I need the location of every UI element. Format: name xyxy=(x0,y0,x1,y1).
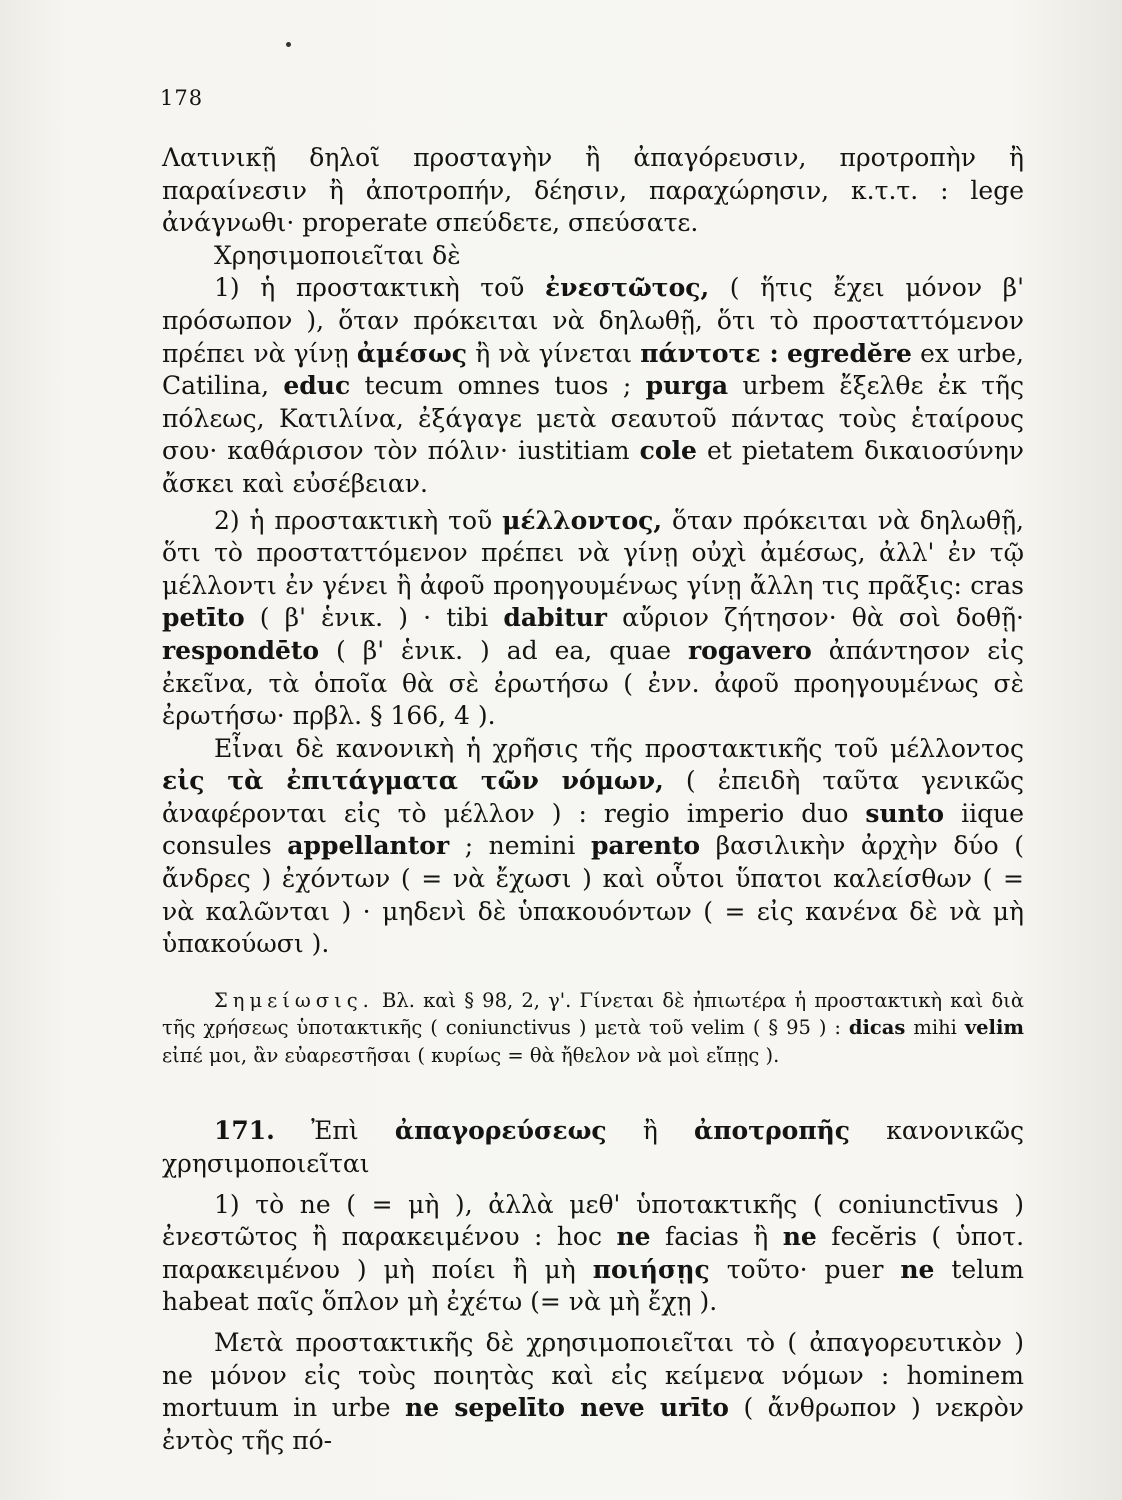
ink-dot xyxy=(286,42,291,47)
bold-term: ἀποτροπῆς xyxy=(694,1116,851,1146)
text-run: 1) ἡ προστακτικὴ τοῦ xyxy=(214,273,545,303)
bold-term: εἰς τὰ ἐπιτάγματα τῶν νόμων, xyxy=(162,766,664,796)
section-171-heading xyxy=(162,1115,1024,1180)
text-run: urbem ἔξελθε ἐκ τῆς πόλεως, Κατιλίνα, ἐξάγαγε μετὰ σεαυτοῦ πάντας τοὺς ἑταίρους σου· καθάρισον τὸν πόλιν· iustitiam xyxy=(162,371,1024,466)
text-run: 1) τὸ ne ( = μὴ ), ἀλλὰ μεθ' ὑποτακτικῆς ( coniunctīvus ) ἐνεστῶτος ἢ παρακειμένου : hoc xyxy=(162,1189,1024,1252)
bold-term: ne xyxy=(616,1222,651,1252)
text-run: fecĕris ( ὑποτ. παρακειμένου ) μὴ ποίει ἢ μὴ xyxy=(162,1222,1025,1284)
text-run: telum habeat παῖς ὅπλον μὴ ἐχέτω (= νὰ μὴ ἔχῃ ). xyxy=(162,1254,1024,1317)
bold-term: rogavero xyxy=(687,635,812,665)
note-label: Σημείωσις. xyxy=(214,988,374,1012)
text-run: βασιλικὴν ἀρχὴν δύο ( ἄνδρες ) ἐχόντων ( = νὰ ἔχωσι ) καὶ οὗτοι ὕπατοι καλείσθων ( = νὰ καλῶνται ) · μηδενὶ δὲ ὑπακουόντων ( = εἰς κανένα δὲ νὰ μὴ ὑπακούωσι ). xyxy=(162,831,1024,959)
paragraph-present-imperative xyxy=(162,272,1024,500)
text-run: et pietatem δικαιοσύνην ἄσκει καὶ εὐσέβειαν. xyxy=(162,436,1024,498)
bold-term: parento xyxy=(590,831,701,861)
text-run: τοῦτο· puer xyxy=(709,1254,901,1284)
bold-term: ἐνεστῶτος, xyxy=(544,273,710,303)
text-run: ex urbe, Catilina, xyxy=(162,338,1024,401)
paragraph-laws-usage xyxy=(162,733,1024,961)
text-run: mihi xyxy=(905,1016,965,1040)
text-run: Μετὰ προστακτικῆς δὲ χρησιμοποιεῖται τὸ ( ἀπαγορευτικὸν ) ne μόνον εἰς τοὺς ποιητὰς καὶ εἰς κείμενα νόμων : hominem mortuum in urbe xyxy=(162,1327,1024,1423)
text-run: Εἶναι δὲ κανονικὴ ἡ χρῆσις τῆς προστακτικῆς τοῦ μέλλοντος xyxy=(214,733,1024,763)
text-run: ; nemini xyxy=(449,831,591,861)
text-run: ἢ νὰ γίνεται xyxy=(467,338,641,368)
text-run: εἰπέ μοι, ἂν εὐαρεστῆσαι ( κυρίως = θὰ ἤθελον νὰ μοὶ εἴπῃς ). xyxy=(162,1043,780,1067)
bold-term: πάντοτε : xyxy=(640,338,779,368)
bold-term: ne sepelīto neve urīto xyxy=(405,1393,729,1423)
paragraph-future-imperative xyxy=(162,505,1024,733)
text-run: tecum omnes tuos ; xyxy=(350,371,646,401)
text-run: ( ἥτις ἔχει μόνον β' πρόσωπον ), ὅταν πρόκειται νὰ δηλωθῇ, ὅτι τὸ προσταττόμενον πρέπει νὰ γίνῃ xyxy=(162,273,1024,368)
bold-term: ne xyxy=(782,1222,817,1252)
bold-term: ἀπαγορεύσεως xyxy=(394,1116,607,1146)
text-run: ( ἐπειδὴ ταῦτα γενικῶς ἀναφέρονται εἰς τὸ μέλλον ) : regio imperio duo xyxy=(162,766,1024,828)
text-run: ( β' ἑνικ. ) ad ea, quae xyxy=(319,635,688,665)
text-run: ἢ xyxy=(606,1116,694,1146)
text-run: 2) ἡ προστακτικὴ τοῦ xyxy=(214,505,503,535)
bold-term: cole xyxy=(639,436,697,466)
page-body xyxy=(162,142,1024,1457)
paragraph-ne-subjunctive xyxy=(162,1189,1024,1319)
bold-term: ἀμέσως xyxy=(356,338,468,368)
bold-term: purga xyxy=(645,371,729,401)
bold-term: ποιήσῃς xyxy=(592,1254,710,1284)
text-run xyxy=(779,339,787,368)
section-number: 171. xyxy=(214,1116,275,1146)
text-run: ( β' ἑνικ. ) · tibi xyxy=(244,603,504,633)
bold-term: velim xyxy=(964,1016,1024,1040)
bold-term: appellantor xyxy=(287,831,450,861)
page-number: 178 xyxy=(160,86,204,110)
text-run: ἀπάντησον εἰς ἐκεῖνα, τὰ ὁποῖα θὰ σὲ ἐρωτήσω ( ἐνν. ἀφοῦ προηγουμένως σὲ ἐρωτήσω· πρβλ. § 166, 4 ). xyxy=(162,635,1024,731)
text-run: facias ἢ xyxy=(650,1222,783,1252)
text-run: αὔριον ζήτησον· θὰ σοὶ δοθῇ· xyxy=(606,603,1024,633)
text-run: ( ἄνθρωπον ) νεκρὸν ἐντὸς τῆς πό- xyxy=(162,1393,1024,1455)
bold-term: egredĕre xyxy=(786,338,912,368)
bold-term: dicas xyxy=(848,1016,906,1040)
text-run: Βλ. καὶ § 98, 2, γ'. Γίνεται δὲ ἠπιωτέρα ἡ προστακτικὴ καὶ διὰ τῆς χρήσεως ὑποτακτικῆς ( coniunctivus ) μετὰ τοῦ velim ( § 95 ) : xyxy=(162,988,1024,1040)
bold-term: petīto xyxy=(162,603,245,633)
bold-term: educ xyxy=(283,371,351,401)
note-paragraph xyxy=(162,987,1024,1070)
text-run: ὅταν πρόκειται νὰ δηλωθῇ, ὅτι τὸ προσταττόμενον πρέπει νὰ γίνῃ οὐχὶ ἀμέσως, ἀλλ' ἐν τῷ μέλλοντι ἐν γένει ἢ ἀφοῦ προηγουμένως γίνῃ ἄλλη τις πρᾶξις: cras xyxy=(162,505,1024,600)
bold-term: μέλλοντος, xyxy=(502,505,663,535)
paragraph-intro: Λατινικῇ δηλοῖ προσταγὴν ἢ ἀπαγόρευσιν, προτροπὴν ἢ παραίνεσιν ἢ ἀποτροπήν, δέησιν, παραχώρησιν, κ.τ.τ. : lege ἀνάγνωθι· properate σπεύδετε, σπεύσατε. xyxy=(162,143,1024,238)
text-run: iique consules xyxy=(162,798,1024,861)
text-run: Ἐπὶ xyxy=(274,1116,395,1146)
bold-term: respondēto xyxy=(162,635,320,665)
bold-term: ne xyxy=(900,1254,935,1284)
paragraph-ne-imperative xyxy=(162,1327,1024,1457)
bold-term: sunto xyxy=(865,798,945,828)
bold-term: dabitur xyxy=(503,603,607,633)
text-run: κανονικῶς χρησιμοποιεῖται xyxy=(162,1116,1024,1178)
paragraph-usage-lead: Χρησιμοποιεῖται δὲ xyxy=(214,240,461,270)
